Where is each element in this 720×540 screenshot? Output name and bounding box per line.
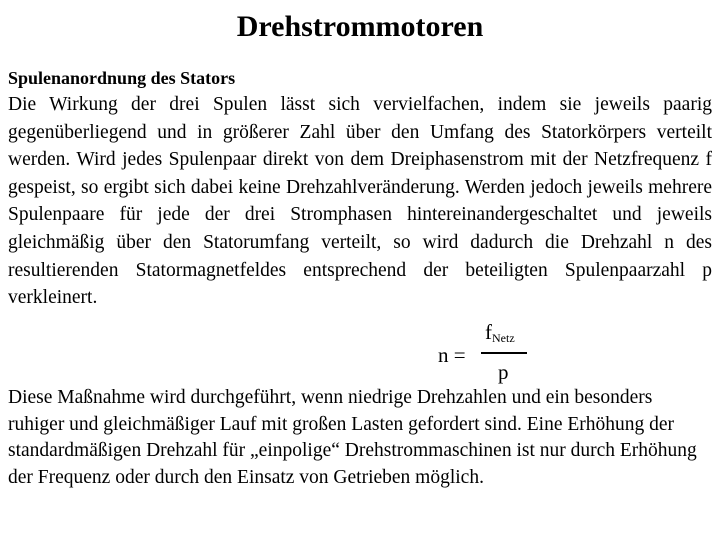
formula-numerator-subscript: Netz <box>492 331 515 345</box>
section-heading: Spulenanordnung des Stators <box>8 68 236 88</box>
paragraph-stator-arrangement: Die Wirkung der drei Spulen lässt sich vervielfachen, indem sie jeweils paarig gegenüberliegend und in größerer Zahl über den Umfang des Statorkörpers verteilt werden. Wird jedes Spulenpaar direkt von dem Dreiphasenstrom mit der Netzfrequenz f gespeist, so ergibt sich dabei keine Drehzahlveränderung. Werden jedoch jeweils mehrere Spulenpaare für jede der drei Stromphasen hintereinandergeschaltet und jeweils gleichmäßig über den Statorumfang verteilt, so wird dadurch die Drehzahl n des resultierenden Statormagnetfeldes entsprechend der beteiligten Spulenpaarzahl p verkleinert. <box>8 94 712 309</box>
formula-numerator: $f_{Netz}$ <box>485 320 515 345</box>
page-title: Drehstrommotoren <box>236 10 484 43</box>
formula-denominator: p <box>498 360 509 384</box>
fraction-bar <box>481 352 527 354</box>
paragraph-measure: Diese Maßnahme wird durchgeführt, wenn niedrige Drehzahlen und ein besonders ruhiger und gleichmäßiger Lauf mit großen Lasten gefordert sind. Eine Erhöhung der standardmäßigen Drehzahl für „einpolige“ Drehstrommaschinen ist nur durch Erhöhung der Frequenz oder durch den Einsatz von Getrieben möglich. <box>8 387 697 488</box>
speed-formula <box>438 320 538 390</box>
formula-lhs: n = <box>438 343 466 367</box>
